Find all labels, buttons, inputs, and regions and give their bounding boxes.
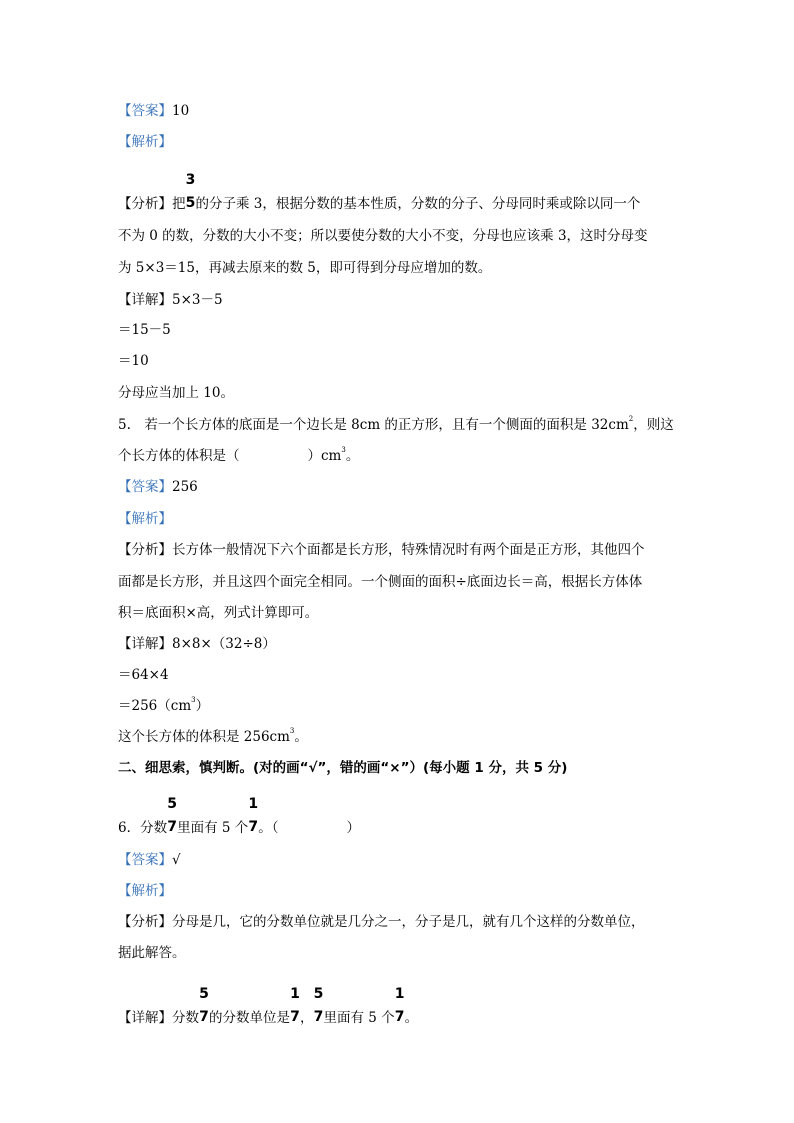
fraction-numerator: 1 [394, 986, 405, 1002]
q5-fenxi-line-3: 积＝底面积×高，列式计算即可。 [118, 605, 319, 621]
fraction [248, 796, 259, 838]
detail-tag: 【详解】 [118, 636, 172, 652]
superscript: 3 [341, 446, 346, 454]
q4-detail-line-1 [118, 290, 223, 310]
superscript: 2 [628, 415, 634, 423]
q5-detail-line-1 [118, 634, 276, 654]
q6-answer-value: √ [172, 852, 181, 868]
fraction [290, 986, 300, 1028]
q5-stem-line-1 [118, 415, 674, 435]
fraction-numerator: 3 [185, 172, 196, 188]
q5-analysis-line [118, 509, 172, 529]
answer-tag: 【答案】 [118, 852, 172, 868]
q6-stem-mid: 里面有 5 个 [177, 820, 249, 836]
q5-stem-text-end: ，则这 [633, 417, 674, 433]
superscript: 3 [289, 727, 295, 735]
fenxi-tag: 【分析】 [118, 914, 172, 930]
q4-detail-line-2: ＝15－5 [118, 322, 171, 338]
section-2-heading: 二、细思索，慎判断。(对的画“√”，错的画“×”）(每小题 1 分，共 5 分) [118, 760, 568, 776]
fraction-numerator: 5 [313, 986, 324, 1002]
fraction-denominator: 7 [290, 1009, 300, 1025]
q4-fenxi-line-3: 为 5×3＝15，再减去原来的数 5，即可得到分母应增加的数。 [118, 260, 492, 276]
q5-detail-result-end: ） [195, 698, 210, 714]
q5-stem-line-2 [118, 446, 359, 466]
fraction-denominator: 7 [199, 1009, 209, 1025]
fraction-denominator: 7 [167, 819, 177, 835]
q5-stem-end: 。 [345, 448, 360, 464]
analysis-tag: 【解析】 [118, 134, 172, 150]
q5-conclusion-text: 这个长方体的体积是 256cm [118, 729, 290, 745]
q6-detail-pre: 分数 [172, 1010, 199, 1026]
q6-stem [118, 796, 361, 838]
fraction [313, 986, 324, 1028]
q5-stem-text: 5. 若一个长方体的底面是一个边长是 8cm 的正方形，且有一个侧面的面积是 32cm [118, 417, 629, 433]
q6-detail-comma: ， [300, 1010, 314, 1026]
fraction [394, 986, 405, 1028]
q4-answer-line [118, 101, 189, 121]
answer-tag: 【答案】 [118, 103, 172, 119]
q5-answer-line [118, 477, 198, 497]
q5-detail-line-3 [118, 696, 209, 716]
q4-analysis-line [118, 132, 172, 152]
q5-conclusion [118, 727, 308, 747]
q5-detail-line-2: ＝64×4 [118, 667, 169, 683]
fraction [167, 796, 177, 838]
q6-fenxi-line-2: 据此解答。 [118, 945, 186, 961]
q5-detail-step: 8×8×（32÷8） [172, 636, 276, 652]
detail-tag: 【详解】 [118, 292, 172, 308]
q4-detail-line-3: ＝10 [118, 353, 149, 369]
q6-stem-pre: 6．分数 [118, 820, 168, 836]
q6-detail-end: 。 [404, 1010, 419, 1026]
fraction-numerator: 1 [248, 796, 259, 812]
q6-detail-line [118, 986, 419, 1028]
q5-stem-unit: ）cm [307, 448, 342, 464]
q6-detail-mid-2: 里面有 5 个 [323, 1010, 395, 1026]
q5-stem-text-2: 个长方体的体积是（ [118, 448, 240, 464]
fraction-denominator: 7 [313, 1009, 324, 1025]
q5-answer-value: 256 [172, 479, 198, 495]
q4-fenxi-pre: 把 [172, 196, 186, 212]
q5-fenxi-line-2: 面都是长方形，并且这四个面完全相同。一个侧面的面积÷底面边长＝高，根据长方体体 [118, 574, 643, 590]
q5-detail-result: ＝256（cm [118, 698, 192, 714]
q6-stem-end: ） [346, 820, 361, 836]
q4-fenxi-line-2: 不为 0 的数，分数的大小不变；所以要使分数的大小不变，分母也应该乘 3，这时分母变 [118, 228, 648, 244]
fraction-numerator: 1 [290, 986, 300, 1002]
q6-fenxi-line-1 [118, 912, 645, 932]
q4-detail-step: 5×3－5 [172, 292, 223, 308]
q4-answer-value: 10 [172, 103, 190, 119]
analysis-tag: 【解析】 [118, 883, 172, 899]
analysis-tag: 【解析】 [118, 511, 172, 527]
q6-analysis-line [118, 881, 172, 901]
superscript: 3 [191, 696, 196, 704]
fraction-numerator: 5 [199, 986, 209, 1002]
q4-fenxi-text: 的分子乘 3，根据分数的基本性质，分数的分子、分母同时乘或除以同一个 [195, 196, 641, 212]
q6-stem-post: 。（ [258, 820, 279, 836]
fraction-denominator: 7 [248, 819, 259, 835]
fraction-denominator: 5 [185, 195, 196, 211]
fraction-numerator: 5 [167, 796, 177, 812]
fenxi-tag: 【分析】 [118, 542, 172, 558]
q5-conclusion-end: 。 [294, 729, 308, 745]
q4-fenxi-line-1 [118, 172, 641, 214]
q6-fenxi-text: 分母是几，它的分数单位就是几分之一，分子是几，就有几个这样的分数单位， [172, 914, 645, 930]
q5-fenxi-text: 长方体一般情况下六个面都是长方形，特殊情况时有两个面是正方形，其他四个 [172, 542, 645, 558]
detail-tag: 【详解】 [118, 1010, 172, 1026]
q5-fenxi-line-1 [118, 540, 645, 560]
fenxi-tag: 【分析】 [118, 196, 172, 212]
fraction-denominator: 7 [394, 1009, 405, 1025]
q4-conclusion: 分母应当加上 10。 [118, 385, 234, 401]
q6-detail-mid: 的分数单位是 [209, 1010, 290, 1026]
fraction [199, 986, 209, 1028]
q6-answer-line [118, 850, 181, 870]
fraction [185, 172, 196, 214]
answer-tag: 【答案】 [118, 479, 172, 495]
